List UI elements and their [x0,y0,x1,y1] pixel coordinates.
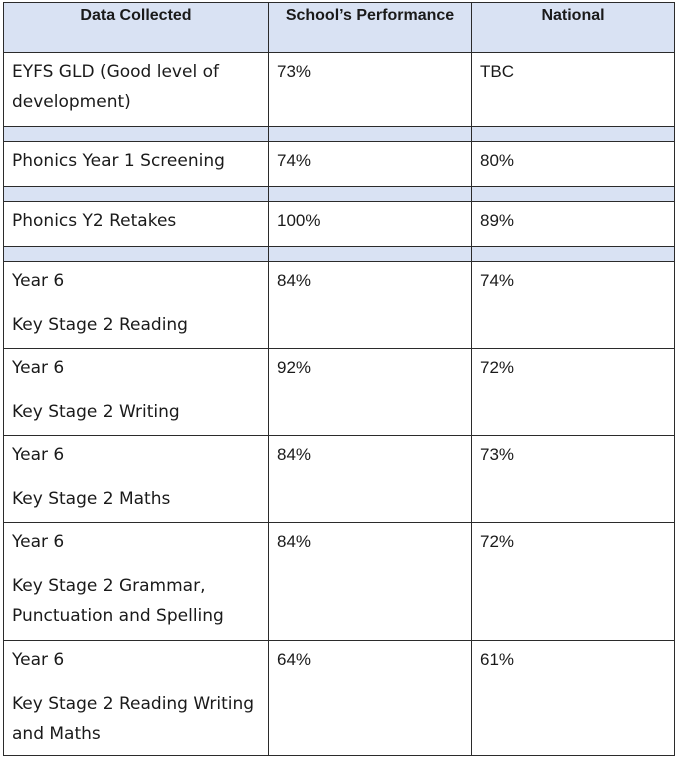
school-value-text: 92% [277,358,312,377]
school-value [269,349,472,436]
separator-row [4,247,675,262]
national-value [472,349,675,436]
row-label [4,142,269,187]
school-value [269,142,472,187]
national-value [472,202,675,247]
row-label-line: Year 6 [12,650,65,670]
row-label-line: Key Stage 2 Writing [12,402,180,422]
school-value [269,523,472,641]
header-national: National [472,3,675,53]
row-label-line: Key Stage 2 Maths [12,489,171,509]
school-value [269,53,472,127]
row-label-line: Year 6 [12,271,65,291]
school-value-text: 64% [277,650,312,669]
national-value [472,262,675,349]
national-value-text: 61% [480,650,515,669]
separator-row [4,127,675,142]
school-value-text: 73% [277,62,312,81]
school-value [269,262,472,349]
national-value [472,53,675,127]
row-label-line: Year 6 [12,532,65,552]
row-label [4,349,269,436]
national-value-text: 89% [480,211,515,230]
national-value-text: 73% [480,445,515,464]
header-row [4,3,675,53]
table-row [4,53,675,127]
row-label [4,53,269,127]
school-value-text: 84% [277,532,312,551]
row-label-line: Key Stage 2 Grammar, Punctuation and Spelling [12,576,224,626]
row-label-line: Phonics Y2 Retakes [12,211,177,231]
row-label-line: Phonics Year 1 Screening [12,151,225,171]
row-label [4,202,269,247]
row-label-line: Key Stage 2 Reading [12,315,188,335]
national-value [472,523,675,641]
separator-row [4,187,675,202]
national-value-text: 80% [480,151,515,170]
row-label-line: EYFS GLD (Good level of development) [12,62,219,112]
school-value-text: 74% [277,151,312,170]
school-value-text: 84% [277,271,312,290]
header-data-collected: Data Collected [4,3,269,53]
national-value-text: 72% [480,532,515,551]
national-value-text: 72% [480,358,515,377]
header-school-performance: School’s Performance [269,3,472,53]
school-value-text: 100% [277,211,321,230]
row-label [4,523,269,641]
row-label [4,262,269,349]
row-label [4,641,269,756]
table-row [4,436,675,523]
table-row [4,202,675,247]
row-label-line: Year 6 [12,358,65,378]
national-value-text: 74% [480,271,515,290]
national-value-text: TBC [480,62,514,81]
table-row [4,142,675,187]
national-value [472,436,675,523]
table-row [4,523,675,641]
results-table [3,2,675,756]
table-row [4,641,675,756]
school-value [269,641,472,756]
national-value [472,641,675,756]
row-label [4,436,269,523]
school-value-text: 84% [277,445,312,464]
row-label-line: Key Stage 2 Reading Writing and Maths [12,694,255,744]
school-value [269,436,472,523]
table-row [4,349,675,436]
table-row [4,262,675,349]
school-value [269,202,472,247]
row-label-line: Year 6 [12,445,65,465]
national-value [472,142,675,187]
